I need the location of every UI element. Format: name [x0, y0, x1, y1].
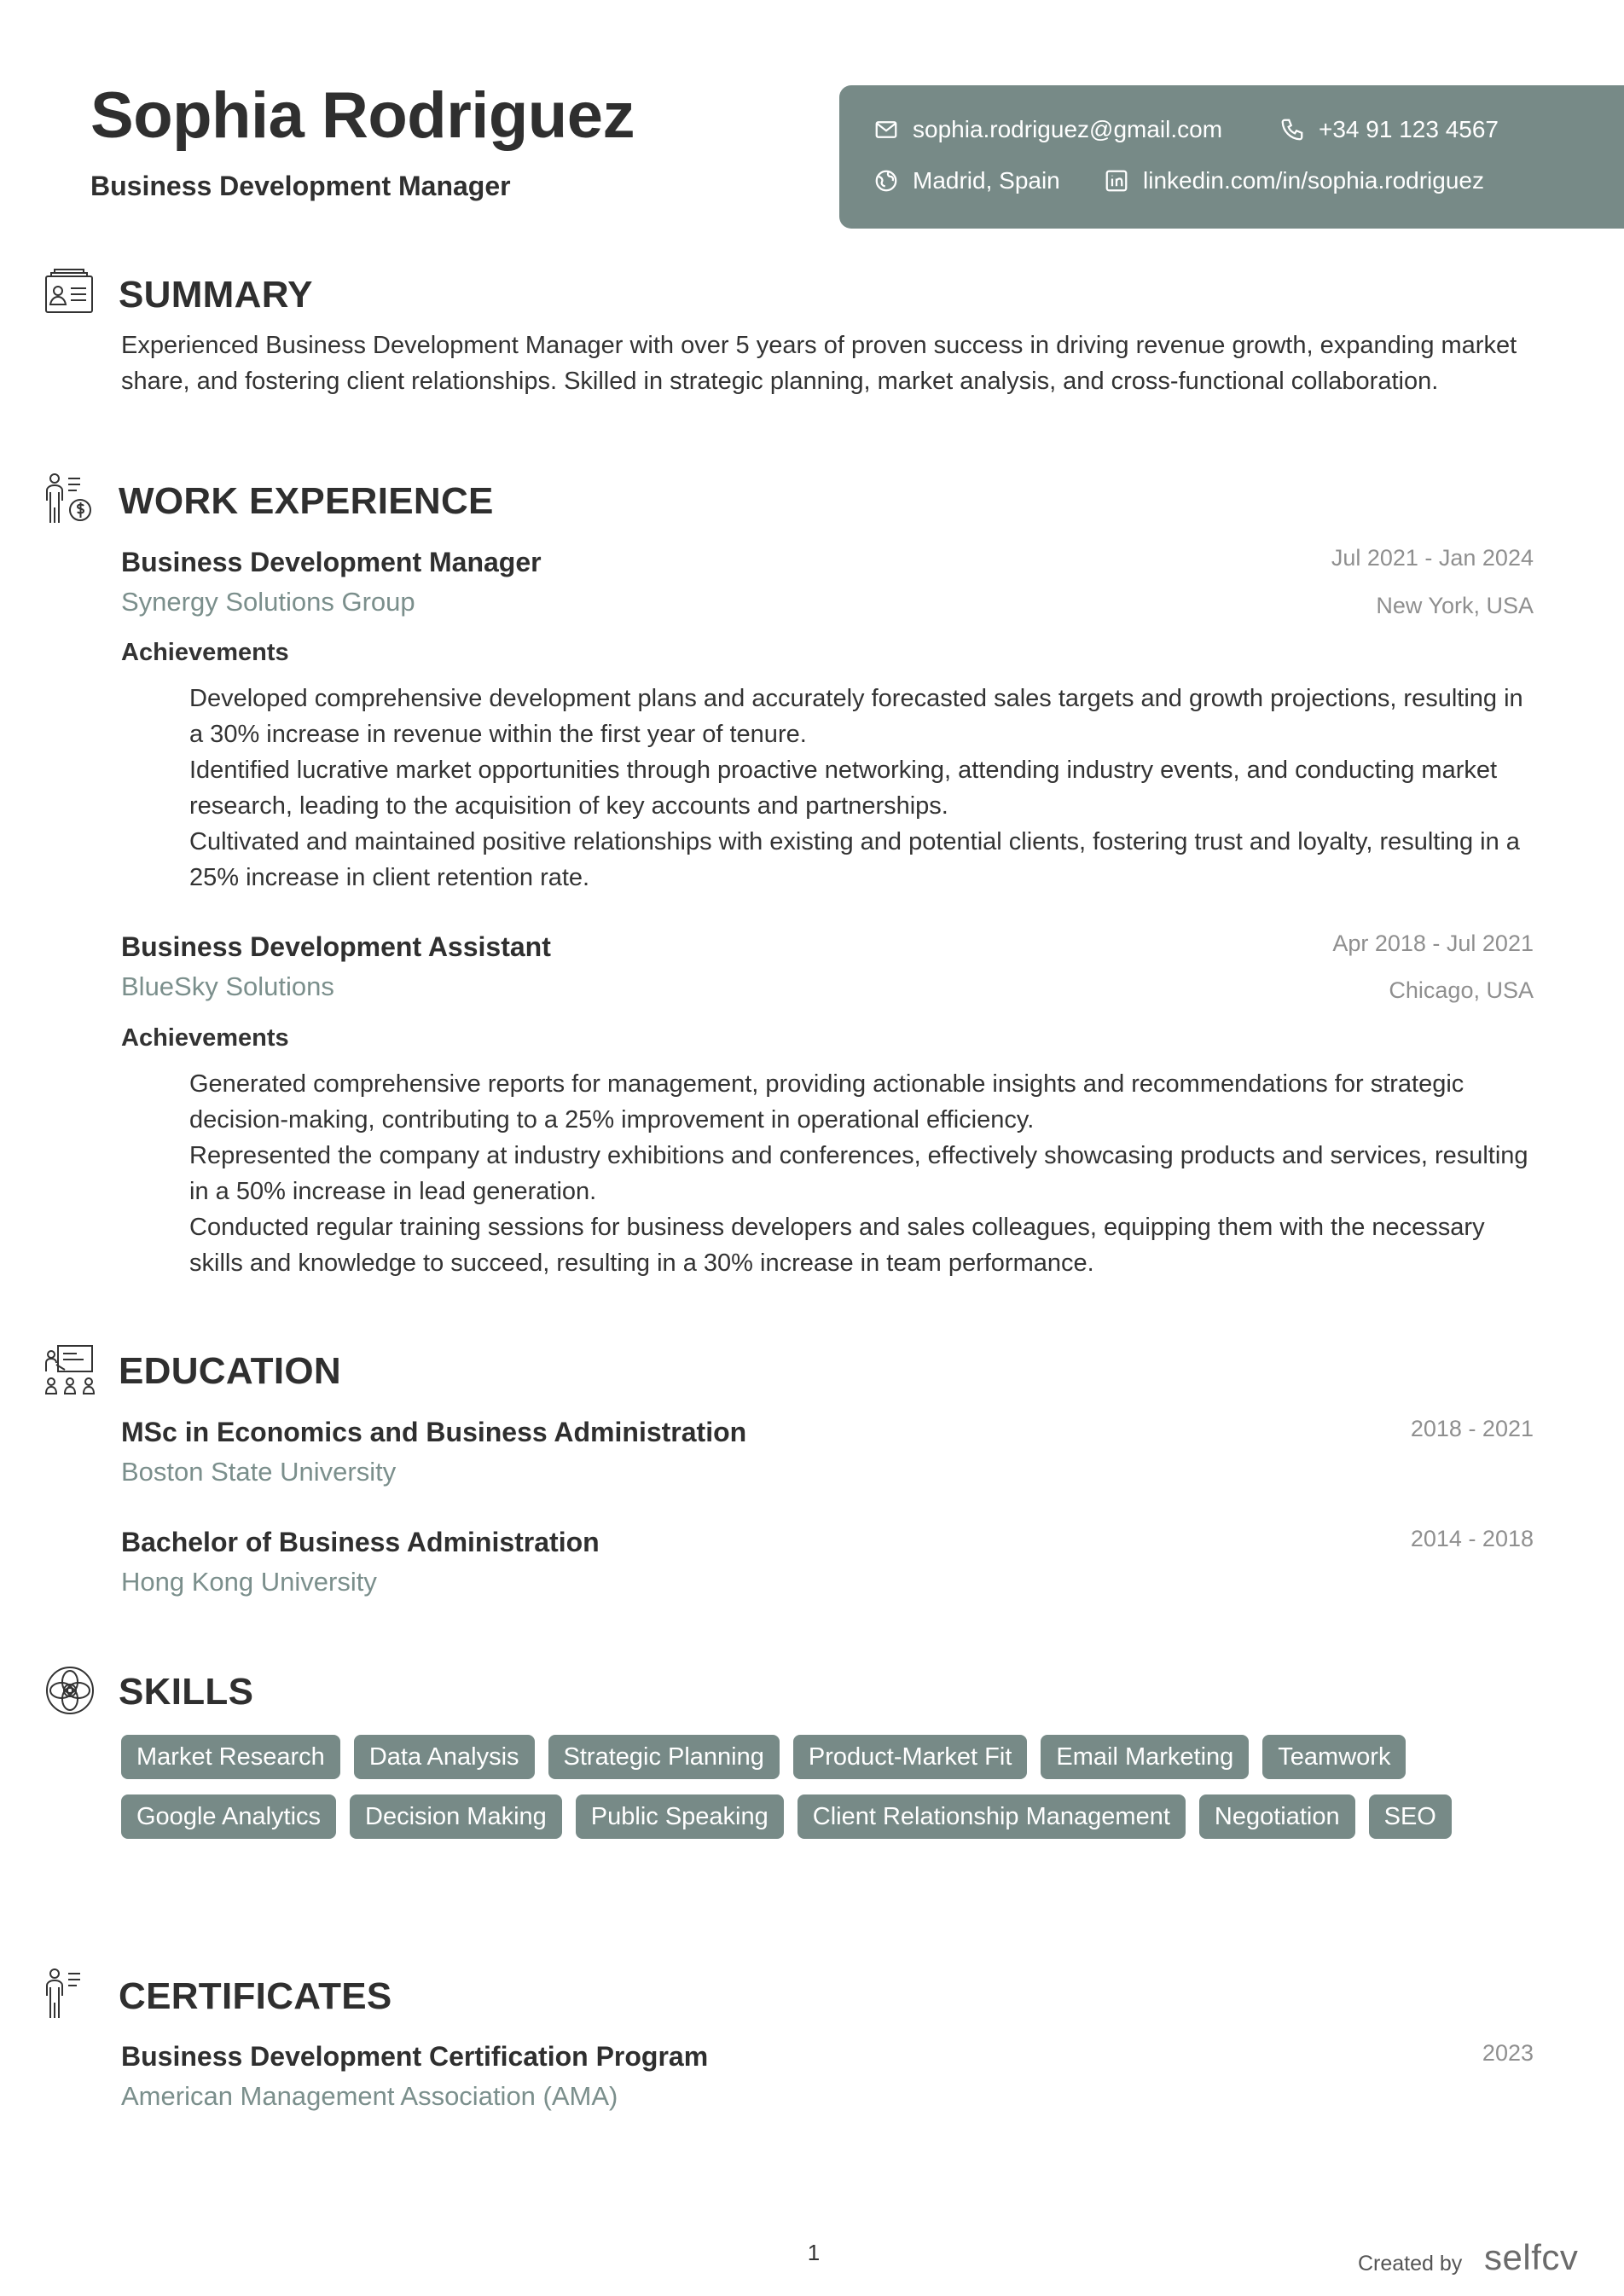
- school-name: Hong Kong University: [121, 1567, 377, 1597]
- certificates-icon: [43, 1967, 97, 2021]
- degree-dates: 2014 - 2018: [1410, 1526, 1534, 1551]
- contact-linkedin[interactable]: [1104, 167, 1484, 194]
- phone-icon: [1279, 117, 1305, 142]
- achievement-item: Generated comprehensive reports for management, providing actionable insights and recommendations for strategic decision-making, contributing to a 25% improvement in operational efficiency.: [189, 1070, 1464, 1134]
- globe-icon: [873, 168, 899, 194]
- skills-title: SKILLS: [119, 1671, 254, 1713]
- skill-chip: Teamwork: [1262, 1735, 1406, 1779]
- degree-title: MSc in Economics and Business Administration: [121, 1417, 747, 1447]
- envelope-icon: [873, 117, 899, 142]
- contact-location-text: Madrid, Spain: [913, 167, 1060, 194]
- certificates-title: CERTIFICATES: [119, 1975, 392, 2017]
- work-experience-icon: [43, 472, 97, 526]
- achievements-label: Achievements: [121, 1024, 289, 1052]
- skill-chip: Google Analytics: [121, 1794, 336, 1839]
- certificate-year: 2023: [1482, 2040, 1534, 2066]
- summary-text: Experienced Business Development Manager with over 5 years of proven success in driving revenue growth, expanding market share, and fostering client relationships. Skilled in strategic planning, market analysis, and cross-functional collaboration.: [121, 332, 1517, 395]
- achievement-item: Represented the company at industry exhibitions and conferences, effectively showcasing products and services, resulting in a 50% increase in lead generation.: [189, 1142, 1528, 1205]
- candidate-name: Sophia Rodriguez: [90, 79, 635, 152]
- skills-icon: [43, 1663, 97, 1718]
- job-dates: Jul 2021 - Jan 2024: [1331, 545, 1534, 571]
- created-by-label: Created by: [1358, 2252, 1463, 2276]
- contact-phone-text: +34 91 123 4567: [1319, 116, 1499, 142]
- certificate-name: Business Development Certification Program: [121, 2041, 709, 2072]
- brand-logo[interactable]: selfcv: [1484, 2237, 1579, 2277]
- certificate-issuer: American Management Association (AMA): [121, 2081, 618, 2111]
- skill-chip: Client Relationship Management: [798, 1794, 1186, 1839]
- job-title: Business Development Assistant: [121, 931, 551, 962]
- education-icon: [43, 1342, 97, 1397]
- summary-title: SUMMARY: [119, 274, 313, 316]
- job-location: New York, USA: [1376, 593, 1534, 618]
- achievement-item: Identified lucrative market opportunities through proactive networking, attending industry events, and conducting market research, leading to the acquisition of key accounts and partnerships.: [189, 757, 1498, 820]
- work-experience-title: WORK EXPERIENCE: [119, 480, 494, 522]
- contact-email[interactable]: [873, 116, 1222, 143]
- achievement-item: Developed comprehensive development plans and accurately forecasted sales targets and growth projections, resulting in a 30% increase in revenue within the first year of tenure.: [189, 685, 1523, 748]
- achievements-label: Achievements: [121, 639, 289, 666]
- achievement-item: Cultivated and maintained positive relationships with existing and potential clients, fostering trust and loyalty, resulting in a 25% increase in client retention rate.: [189, 828, 1520, 891]
- contact-linkedin-text: linkedin.com/in/sophia.rodriguez: [1143, 167, 1484, 194]
- education-title: EDUCATION: [119, 1350, 341, 1392]
- job-location: Chicago, USA: [1389, 977, 1534, 1003]
- job-title: Business Development Manager: [121, 547, 542, 577]
- job-company: Synergy Solutions Group: [121, 587, 415, 617]
- achievement-item: Conducted regular training sessions for business developers and sales colleagues, equipping them with the necessary skills and knowledge to succeed, resulting in a 30% increase in team performance.: [189, 1214, 1485, 1277]
- school-name: Boston State University: [121, 1457, 397, 1487]
- degree-title: Bachelor of Business Administration: [121, 1527, 600, 1557]
- summary-icon: [43, 266, 97, 321]
- skill-chip: Decision Making: [350, 1794, 562, 1839]
- skill-chip: Email Marketing: [1041, 1735, 1249, 1779]
- job-dates: Apr 2018 - Jul 2021: [1332, 931, 1534, 956]
- achievements-list: [189, 681, 1537, 896]
- skill-chip: SEO: [1369, 1794, 1452, 1839]
- contact-phone[interactable]: [1279, 116, 1499, 143]
- skill-chip: Strategic Planning: [548, 1735, 780, 1779]
- skill-chip: Data Analysis: [354, 1735, 535, 1779]
- contact-location: [873, 167, 1060, 194]
- job-company: BlueSky Solutions: [121, 971, 334, 1001]
- skills-list: [121, 1735, 1520, 1839]
- achievements-list: [189, 1066, 1537, 1281]
- skill-chip: Market Research: [121, 1735, 340, 1779]
- degree-dates: 2018 - 2021: [1410, 1416, 1534, 1441]
- page-number: 1: [807, 2240, 821, 2265]
- skill-chip: Public Speaking: [576, 1794, 784, 1839]
- candidate-role: Business Development Manager: [90, 171, 511, 201]
- skill-chip: Negotiation: [1199, 1794, 1355, 1839]
- contact-email-text: sophia.rodriguez@gmail.com: [913, 116, 1223, 142]
- contact-panel: [839, 85, 1624, 229]
- linkedin-icon: [1104, 168, 1129, 194]
- skill-chip: Product-Market Fit: [793, 1735, 1028, 1779]
